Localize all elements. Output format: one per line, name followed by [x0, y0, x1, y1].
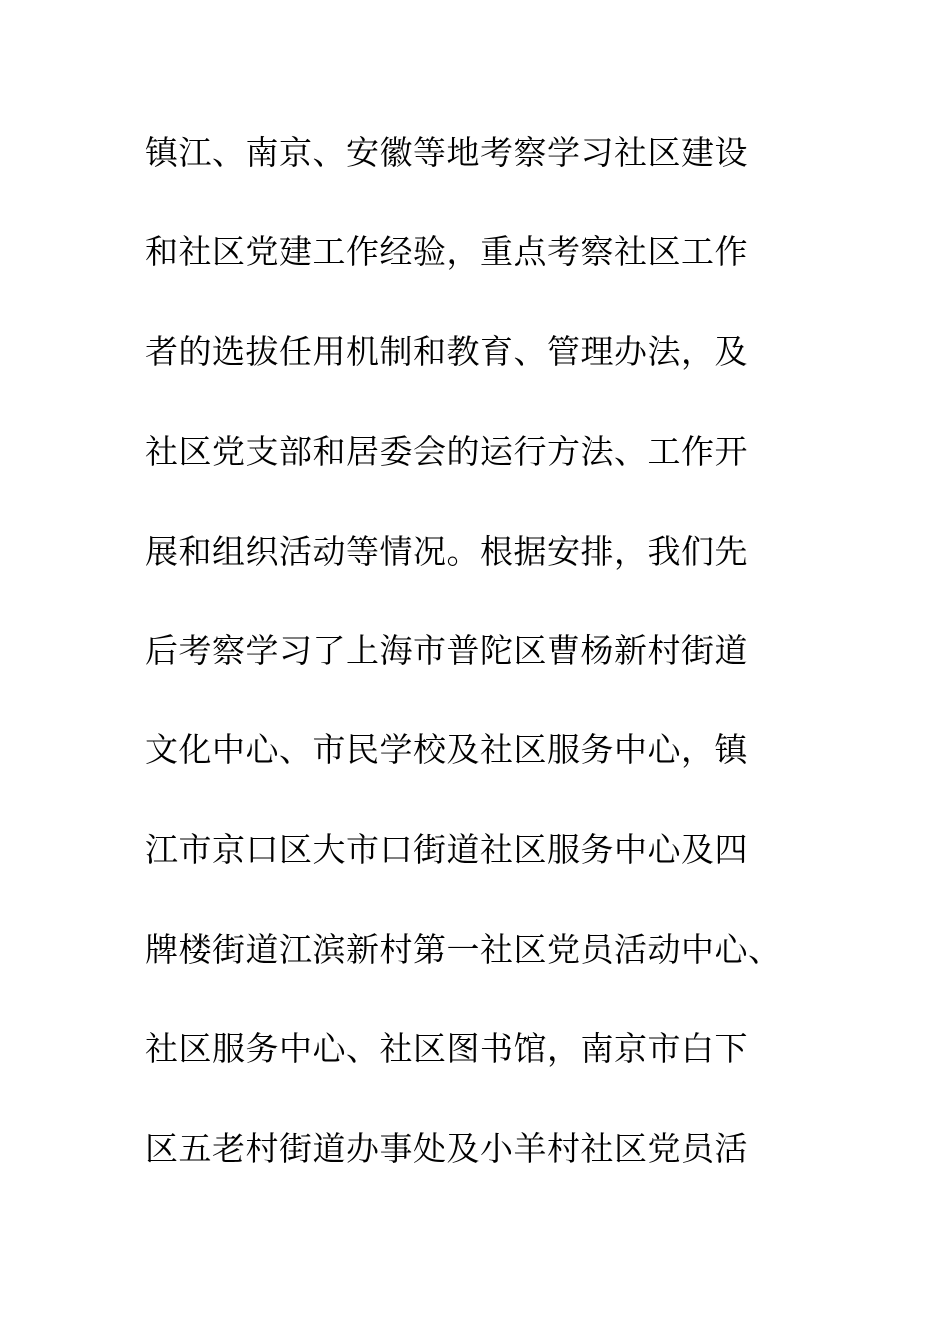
body-text-line: 镇江、南京、安徽等地考察学习社区建设 — [145, 133, 748, 172]
body-text-line: 社区党支部和居委会的运行方法、工作开 — [145, 432, 748, 471]
body-text-line: 社区服务中心、社区图书馆，南京市白下 — [145, 1029, 748, 1068]
body-text-line: 江市京口区大市口街道社区服务中心及四 — [145, 830, 748, 869]
body-text-line: 和社区党建工作经验，重点考察社区工作 — [145, 232, 748, 271]
body-text-line: 展和组织活动等情况。根据安排，我们先 — [145, 532, 748, 571]
body-text-line: 文化中心、市民学校及社区服务中心，镇 — [145, 730, 748, 769]
body-text-line: 者的选拔任用机制和教育、管理办法，及 — [145, 332, 748, 371]
body-text-line: 区五老村街道办事处及小羊村社区党员活 — [145, 1129, 748, 1168]
body-text-line: 牌楼街道江滨新村第一社区党员活动中心、 — [145, 930, 782, 969]
body-text-line: 后考察学习了上海市普陀区曹杨新村街道 — [145, 631, 748, 670]
